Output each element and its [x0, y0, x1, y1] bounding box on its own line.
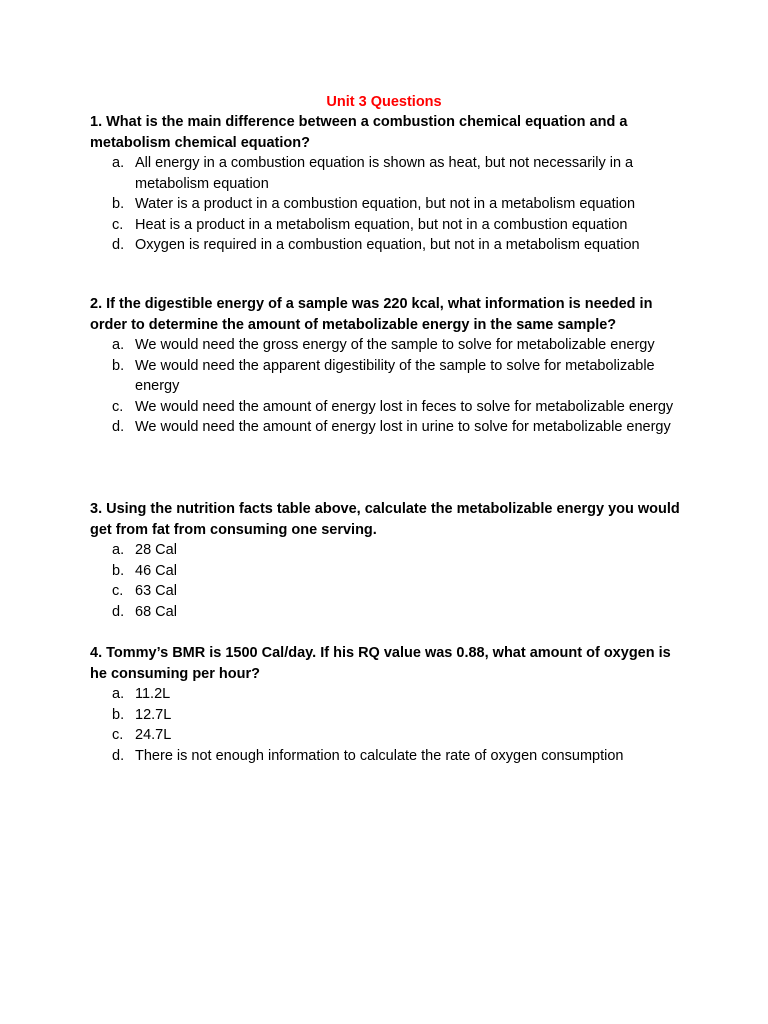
option-letter: a.	[112, 686, 125, 702]
option-letter: c.	[112, 727, 124, 743]
option-item	[90, 602, 690, 623]
option-letter: a.	[112, 542, 125, 558]
page-title: Unit 3 Questions	[326, 94, 442, 110]
option-letter: c.	[112, 398, 124, 415]
option-letter: d.	[112, 419, 125, 435]
option-letter: d.	[112, 603, 125, 620]
option-item	[90, 235, 690, 256]
option-text: We would need the amount of energy lost in urine to solve for metabolizable energy	[135, 419, 671, 435]
option-text: 11.2L	[135, 686, 171, 702]
option-letter: b.	[112, 562, 125, 579]
option-text: 12.7L	[135, 706, 172, 723]
option-text: Water is a product in a combustion equation, but not in a metabolism equation	[135, 196, 636, 212]
option-list	[90, 684, 690, 766]
option-item	[90, 725, 690, 746]
option-letter: d.	[112, 237, 125, 253]
option-letter: a.	[112, 337, 125, 353]
option-item	[90, 417, 690, 438]
option-list	[90, 335, 690, 438]
option-item	[90, 581, 690, 602]
option-text: Oxygen is required in a combustion equation, but not in a metabolism equation	[135, 237, 640, 253]
question-stem: 3. Using the nutrition facts table above, calculate the metabolizable energy you would get from fat from consuming one serving.	[90, 501, 680, 538]
question-stem: 1. What is the main difference between a combustion chemical equation and a metabolism chemical equation?	[90, 114, 628, 151]
option-text: 68 Cal	[135, 603, 177, 620]
question-stem: 4. Tommy’s BMR is 1500 Cal/day. If his RQ value was 0.88, what amount of oxygen is he consuming per hour?	[90, 645, 671, 682]
option-letter: a.	[112, 155, 125, 171]
option-list	[90, 153, 690, 256]
option-text: We would need the amount of energy lost in feces to solve for metabolizable energy	[135, 398, 674, 415]
option-item	[90, 397, 690, 418]
option-item	[90, 561, 690, 582]
question-2	[90, 294, 690, 438]
option-item	[90, 540, 690, 561]
option-text: 46 Cal	[135, 562, 177, 579]
option-letter: b.	[112, 706, 125, 723]
option-text: 28 Cal	[135, 542, 177, 558]
option-text: 63 Cal	[135, 583, 177, 599]
option-text: There is not enough information to calculate the rate of oxygen consumption	[135, 747, 624, 764]
option-text: We would need the gross energy of the sample to solve for metabolizable energy	[135, 337, 655, 353]
option-item	[90, 335, 690, 356]
option-item	[90, 705, 690, 726]
option-text: We would need the apparent digestibility of the sample to solve for metabolizable energy	[135, 357, 655, 394]
option-text: All energy in a combustion equation is shown as heat, but not necessarily in a metabolism equation	[135, 155, 634, 192]
option-letter: c.	[112, 583, 124, 599]
option-letter: b.	[112, 196, 125, 212]
option-item	[90, 746, 690, 767]
question-stem: 2. If the digestible energy of a sample was 220 kcal, what information is needed in order to determine the amount of metabolizable energy in the same sample?	[90, 296, 653, 333]
option-text: Heat is a product in a metabolism equation, but not in a combustion equation	[135, 216, 628, 233]
option-text: 24.7L	[135, 727, 172, 743]
option-letter: c.	[112, 216, 124, 233]
question-1	[90, 112, 690, 256]
option-list	[90, 540, 690, 622]
option-letter: b.	[112, 357, 125, 374]
option-letter: d.	[112, 747, 125, 764]
option-item	[90, 194, 690, 215]
option-item	[90, 356, 690, 397]
question-3	[90, 499, 690, 622]
option-item	[90, 684, 690, 705]
option-item	[90, 215, 690, 236]
option-item	[90, 153, 690, 194]
question-4	[90, 643, 690, 766]
